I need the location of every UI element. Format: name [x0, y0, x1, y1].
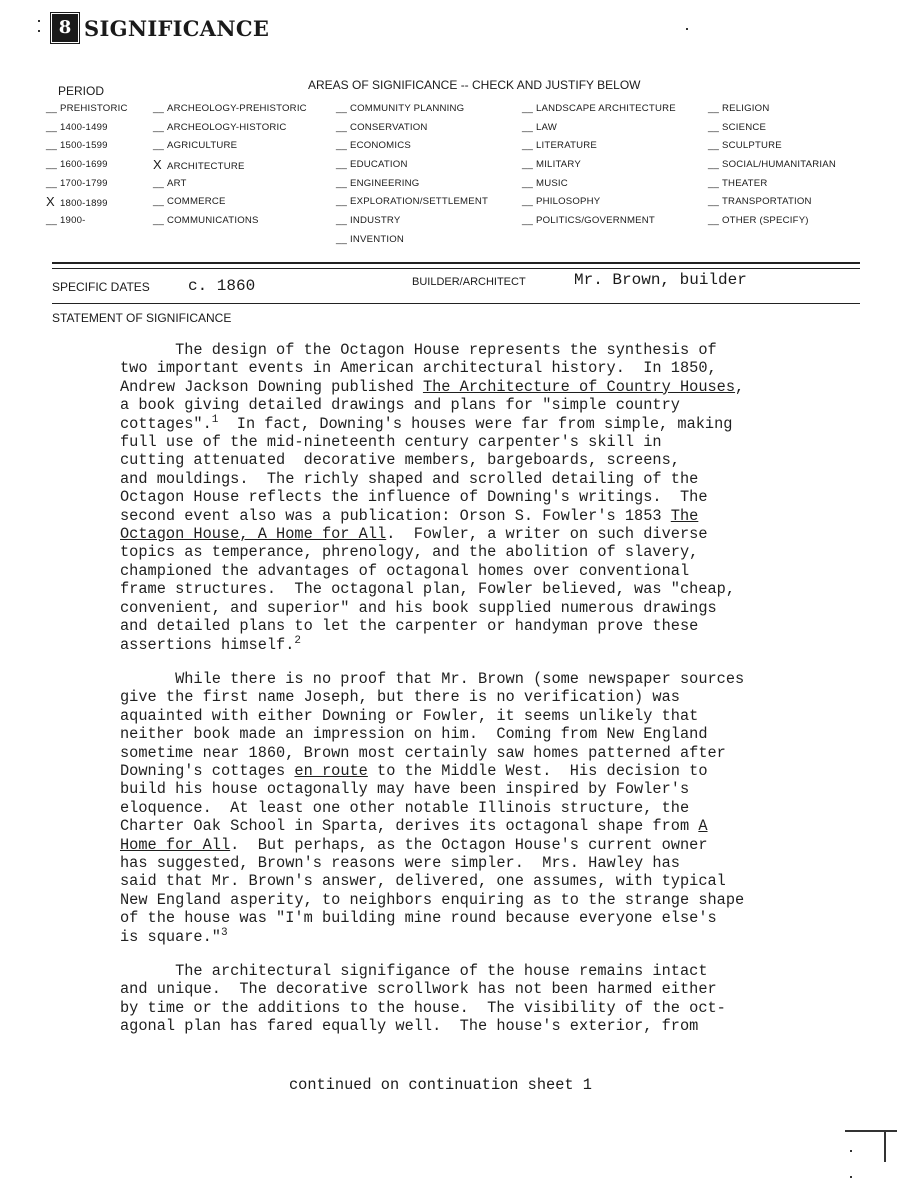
- text-line: [120, 543, 880, 561]
- text-line: [120, 670, 880, 688]
- footnote-marker: 2: [294, 634, 302, 647]
- text-run: neither book made an impression on him. Coming from New England: [120, 725, 708, 744]
- checklist-label: INVENTION: [350, 233, 405, 245]
- text-line: [120, 928, 880, 946]
- text-run: championed the advantages of octagonal homes over conventional: [120, 561, 690, 580]
- check-mark: __: [522, 140, 534, 152]
- check-mark: __: [336, 196, 348, 208]
- checklist-item: [46, 119, 128, 138]
- check-mark: __: [153, 215, 165, 227]
- scan-speck: [845, 1130, 897, 1132]
- text-run: Andrew Jackson Downing published: [120, 377, 423, 396]
- check-mark: __: [153, 121, 165, 133]
- text-run: aquainted with either Downing or Fowler, it seems unlikely that: [120, 706, 699, 725]
- text-run: The design of the Octagon House represents the synthesis of: [120, 341, 717, 359]
- scan-speck: [38, 20, 40, 22]
- checklist-label: MILITARY: [536, 159, 581, 171]
- checklist-item: [46, 156, 128, 175]
- areas-checklist-col4: [708, 100, 836, 231]
- checklist-item: [522, 137, 676, 156]
- text-line: [120, 891, 880, 909]
- check-mark: __: [708, 177, 720, 189]
- text-line: [120, 470, 880, 488]
- paragraph-gap: [120, 654, 880, 670]
- checklist-item: [336, 212, 488, 231]
- text-run: cottages".: [120, 414, 212, 433]
- text-run: New England asperity, to neighbors enquiring as to the strange shape: [120, 890, 745, 909]
- text-line: [120, 636, 880, 654]
- paragraph-gap: [120, 946, 880, 962]
- text-run: agonal plan has fared equally well. The house's exterior, from: [120, 1017, 699, 1036]
- statement-body: [120, 341, 880, 1036]
- checklist-item: [153, 137, 307, 156]
- checklist-item: [336, 119, 488, 138]
- text-line: [120, 817, 880, 835]
- text-run: . Fowler, a writer on such diverse: [386, 525, 708, 544]
- areas-checklist-col2: [336, 100, 488, 250]
- text-run: full use of the mid-nineteenth century carpenter's skill in: [120, 433, 662, 452]
- checklist-label: 1400-1499: [60, 121, 108, 133]
- text-line: [120, 507, 880, 525]
- text-line: [120, 599, 880, 617]
- scan-speck: [850, 1176, 852, 1178]
- checklist-item: [522, 100, 676, 119]
- underlined-title: Octagon House, A Home for All: [120, 525, 387, 544]
- check-mark: __: [708, 103, 720, 114]
- scan-speck: [884, 1132, 886, 1162]
- scan-speck: [686, 28, 688, 30]
- check-mark: __: [522, 177, 534, 189]
- specific-dates-label: SPECIFIC DATES: [52, 280, 150, 294]
- scan-speck: [850, 1150, 852, 1152]
- areas-checklist-col1: [153, 100, 307, 231]
- text-line: [120, 359, 880, 377]
- text-line: [120, 762, 880, 780]
- checklist-label: EDUCATION: [350, 159, 408, 171]
- checklist-item: [708, 137, 836, 156]
- paragraph: [120, 670, 880, 946]
- checklist-item: [522, 193, 676, 212]
- check-mark: __: [46, 121, 58, 133]
- checklist-label: INDUSTRY: [350, 215, 401, 227]
- text-line: [120, 707, 880, 725]
- checklist-item: [522, 212, 676, 231]
- check-mark: __: [46, 103, 58, 114]
- text-run: While there is no proof that Mr. Brown (some newspaper sources: [120, 669, 745, 688]
- checklist-item: [522, 119, 676, 138]
- text-run: eloquence. At least one other notable Illinois structure, the: [120, 798, 690, 817]
- checklist-item: [708, 175, 836, 194]
- text-run: Octagon House reflects the influence of Downing's writings. The: [120, 488, 708, 507]
- text-line: [120, 341, 880, 359]
- text-run: second event also was a publication: Orson S. Fowler's 1853: [120, 506, 671, 525]
- text-line: [120, 854, 880, 872]
- divider-rule: [52, 268, 860, 269]
- check-mark: __: [336, 233, 348, 245]
- text-run: Charter Oak School in Sparta, derives its octagonal shape from: [120, 817, 699, 836]
- text-run: has suggested, Brown's reasons were simpler. Mrs. Hawley has: [120, 853, 680, 872]
- period-checklist: [46, 100, 128, 231]
- text-run: is square.": [120, 927, 221, 946]
- text-line: [120, 744, 880, 762]
- checklist-label: THEATER: [722, 177, 768, 189]
- checklist-item: [46, 175, 128, 194]
- checklist-item: [336, 156, 488, 175]
- continued-note: continued on continuation sheet 1: [289, 1076, 592, 1094]
- checklist-item: [336, 175, 488, 194]
- checklist-label: 1500-1599: [60, 140, 108, 152]
- checklist-label: ECONOMICS: [350, 140, 411, 152]
- paragraph: [120, 341, 880, 654]
- text-run: Downing's cottages: [120, 761, 295, 780]
- text-line: [120, 433, 880, 451]
- footnote-marker: 1: [211, 413, 219, 426]
- check-mark: __: [522, 121, 534, 133]
- checklist-item: [153, 100, 307, 119]
- text-run: cutting attenuated decorative members, bargeboards, screens,: [120, 451, 680, 470]
- checklist-item: [46, 100, 128, 119]
- check-mark: __: [153, 140, 165, 152]
- section-title: SIGNIFICANCE: [84, 15, 270, 41]
- text-run: topics as temperance, phrenology, and the abolition of slavery,: [120, 543, 699, 562]
- check-mark: X: [153, 157, 162, 173]
- scan-speck: [38, 30, 40, 32]
- checklist-label: 1600-1699: [60, 159, 108, 171]
- checklist-label: COMMUNITY PLANNING: [350, 103, 465, 114]
- underlined-title: The Architecture of Country Houses: [422, 377, 736, 396]
- checklist-item: [708, 119, 836, 138]
- text-run: build his house octagonally may have been inspired by Fowler's: [120, 780, 690, 799]
- text-line: [120, 909, 880, 927]
- checklist-label: LANDSCAPE ARCHITECTURE: [536, 103, 676, 114]
- checklist-label: 1800-1899: [60, 198, 108, 210]
- checklist-label: OTHER (SPECIFY): [722, 215, 809, 227]
- check-mark: __: [522, 196, 534, 208]
- checklist-item: [522, 156, 676, 175]
- check-mark: __: [708, 159, 720, 171]
- checklist-item: [708, 156, 836, 175]
- check-mark: __: [708, 196, 720, 208]
- section-number-badge: 8: [52, 14, 78, 42]
- checklist-label: LITERATURE: [536, 140, 597, 152]
- checklist-label: PREHISTORIC: [60, 103, 128, 114]
- checklist-label: ART: [167, 177, 187, 189]
- checklist-label: PHILOSOPHY: [536, 196, 601, 208]
- checklist-item: [153, 212, 307, 231]
- checklist-label: COMMUNICATIONS: [167, 215, 259, 227]
- text-line: [120, 525, 880, 543]
- checklist-label: RELIGION: [722, 103, 770, 114]
- check-mark: __: [708, 215, 720, 227]
- statement-of-significance-label: STATEMENT OF SIGNIFICANCE: [52, 311, 232, 325]
- checklist-label: SOCIAL/HUMANITARIAN: [722, 159, 836, 171]
- check-mark: __: [153, 177, 165, 189]
- checklist-label: EXPLORATION/SETTLEMENT: [350, 196, 489, 208]
- checklist-label: AGRICULTURE: [167, 140, 238, 152]
- text-run: The architectural signifigance of the house remains intact: [120, 962, 708, 980]
- checklist-item: [46, 193, 128, 212]
- text-line: [120, 688, 880, 706]
- checklist-item: [336, 231, 488, 250]
- check-mark: __: [522, 215, 534, 227]
- checklist-label: ENGINEERING: [350, 177, 420, 189]
- check-mark: __: [46, 159, 58, 171]
- text-line: [120, 488, 880, 506]
- text-line: [120, 617, 880, 635]
- checklist-item: [336, 137, 488, 156]
- text-line: [120, 980, 880, 998]
- builder-architect-value: Mr. Brown, builder: [574, 271, 747, 289]
- text-line: [120, 780, 880, 798]
- text-line: [120, 962, 880, 980]
- text-line: [120, 1017, 880, 1035]
- underlined-title: A: [698, 817, 708, 836]
- text-run: give the first name Joseph, but there is no verification) was: [120, 688, 680, 707]
- checklist-item: [153, 119, 307, 138]
- checklist-label: ARCHEOLOGY-PREHISTORIC: [167, 103, 307, 114]
- check-mark: __: [708, 140, 720, 152]
- checklist-label: MUSIC: [536, 177, 568, 189]
- checklist-label: COMMERCE: [167, 196, 226, 208]
- checklist-item: [46, 137, 128, 156]
- check-mark: __: [336, 215, 348, 227]
- check-mark: __: [46, 140, 58, 152]
- checklist-label: SCIENCE: [722, 121, 767, 133]
- text-line: [120, 580, 880, 598]
- section-header: [52, 14, 269, 42]
- check-mark: __: [336, 121, 348, 133]
- areas-of-significance-title: AREAS OF SIGNIFICANCE -- CHECK AND JUSTIFY BELOW: [308, 78, 641, 92]
- checklist-item: [336, 193, 488, 212]
- text-line: [120, 799, 880, 817]
- check-mark: __: [522, 103, 534, 114]
- text-run: by time or the additions to the house. The visibility of the oct-: [120, 998, 726, 1017]
- check-mark: __: [153, 196, 165, 208]
- underlined-title: en route: [294, 761, 368, 780]
- text-line: [120, 562, 880, 580]
- checklist-item: [153, 156, 307, 175]
- text-run: convenient, and superior" and his book supplied numerous drawings: [120, 598, 717, 617]
- text-run: and unique. The decorative scrollwork has not been harmed either: [120, 980, 717, 999]
- text-run: ,: [735, 377, 745, 396]
- text-run: In fact, Downing's houses were far from simple, making: [218, 414, 733, 433]
- paragraph: [120, 962, 880, 1036]
- check-mark: __: [46, 215, 58, 227]
- footnote-marker: 3: [220, 926, 228, 939]
- checklist-label: ARCHITECTURE: [167, 161, 245, 173]
- period-label: PERIOD: [58, 84, 105, 98]
- checklist-item: [708, 212, 836, 231]
- check-mark: __: [336, 177, 348, 189]
- checklist-item: [708, 100, 836, 119]
- text-line: [120, 999, 880, 1017]
- check-mark: __: [708, 121, 720, 133]
- text-run: assertions himself.: [120, 635, 295, 654]
- text-line: [120, 378, 880, 396]
- text-run: two important events in American architectural history. In 1850,: [120, 359, 717, 378]
- builder-architect-label: BUILDER/ARCHITECT: [412, 276, 526, 288]
- checklist-item: [708, 193, 836, 212]
- check-mark: __: [336, 159, 348, 171]
- text-line: [120, 836, 880, 854]
- checklist-label: POLITICS/GOVERNMENT: [536, 215, 655, 227]
- checklist-item: [153, 175, 307, 194]
- text-line: [120, 872, 880, 890]
- text-run: of the house was "I'm building mine round because everyone else's: [120, 909, 717, 928]
- checklist-item: [336, 100, 488, 119]
- text-line: [120, 725, 880, 743]
- check-mark: __: [46, 177, 58, 189]
- text-run: frame structures. The octagonal plan, Fowler believed, was "cheap,: [120, 580, 736, 599]
- text-run: sometime near 1860, Brown most certainly saw homes patterned after: [120, 743, 726, 762]
- text-line: [120, 451, 880, 469]
- text-line: [120, 415, 880, 433]
- text-run: a book giving detailed drawings and plans for "simple country: [120, 396, 680, 415]
- areas-checklist-col3: [522, 100, 676, 231]
- checklist-label: ARCHEOLOGY-HISTORIC: [167, 121, 287, 133]
- checklist-item: [46, 212, 128, 231]
- check-mark: __: [522, 159, 534, 171]
- divider-rule: [52, 262, 860, 264]
- divider-rule: [52, 303, 860, 304]
- check-mark: __: [336, 140, 348, 152]
- text-run: . But perhaps, as the Octagon House's current owner: [230, 835, 708, 854]
- checklist-label: LAW: [536, 121, 558, 133]
- checklist-item: [153, 193, 307, 212]
- text-run: to the Middle West. His decision to: [367, 761, 708, 780]
- checklist-label: SCULPTURE: [722, 140, 782, 152]
- underlined-title: The: [670, 506, 699, 525]
- checklist-label: 1700-1799: [60, 177, 108, 189]
- checklist-label: CONSERVATION: [350, 121, 428, 133]
- checklist-item: [522, 175, 676, 194]
- specific-dates-value: c. 1860: [188, 277, 256, 295]
- underlined-title: Home for All: [120, 835, 231, 854]
- checklist-label: TRANSPORTATION: [722, 196, 812, 208]
- text-run: said that Mr. Brown's answer, delivered, one assumes, with typical: [120, 872, 726, 891]
- text-line: [120, 396, 880, 414]
- check-mark: __: [153, 103, 165, 114]
- text-run: and mouldings. The richly shaped and scrolled detailing of the: [120, 469, 699, 488]
- check-mark: __: [336, 103, 348, 114]
- check-mark: X: [46, 194, 55, 210]
- checklist-label: 1900-: [60, 215, 86, 227]
- text-run: and detailed plans to let the carpenter or handyman prove these: [120, 617, 699, 636]
